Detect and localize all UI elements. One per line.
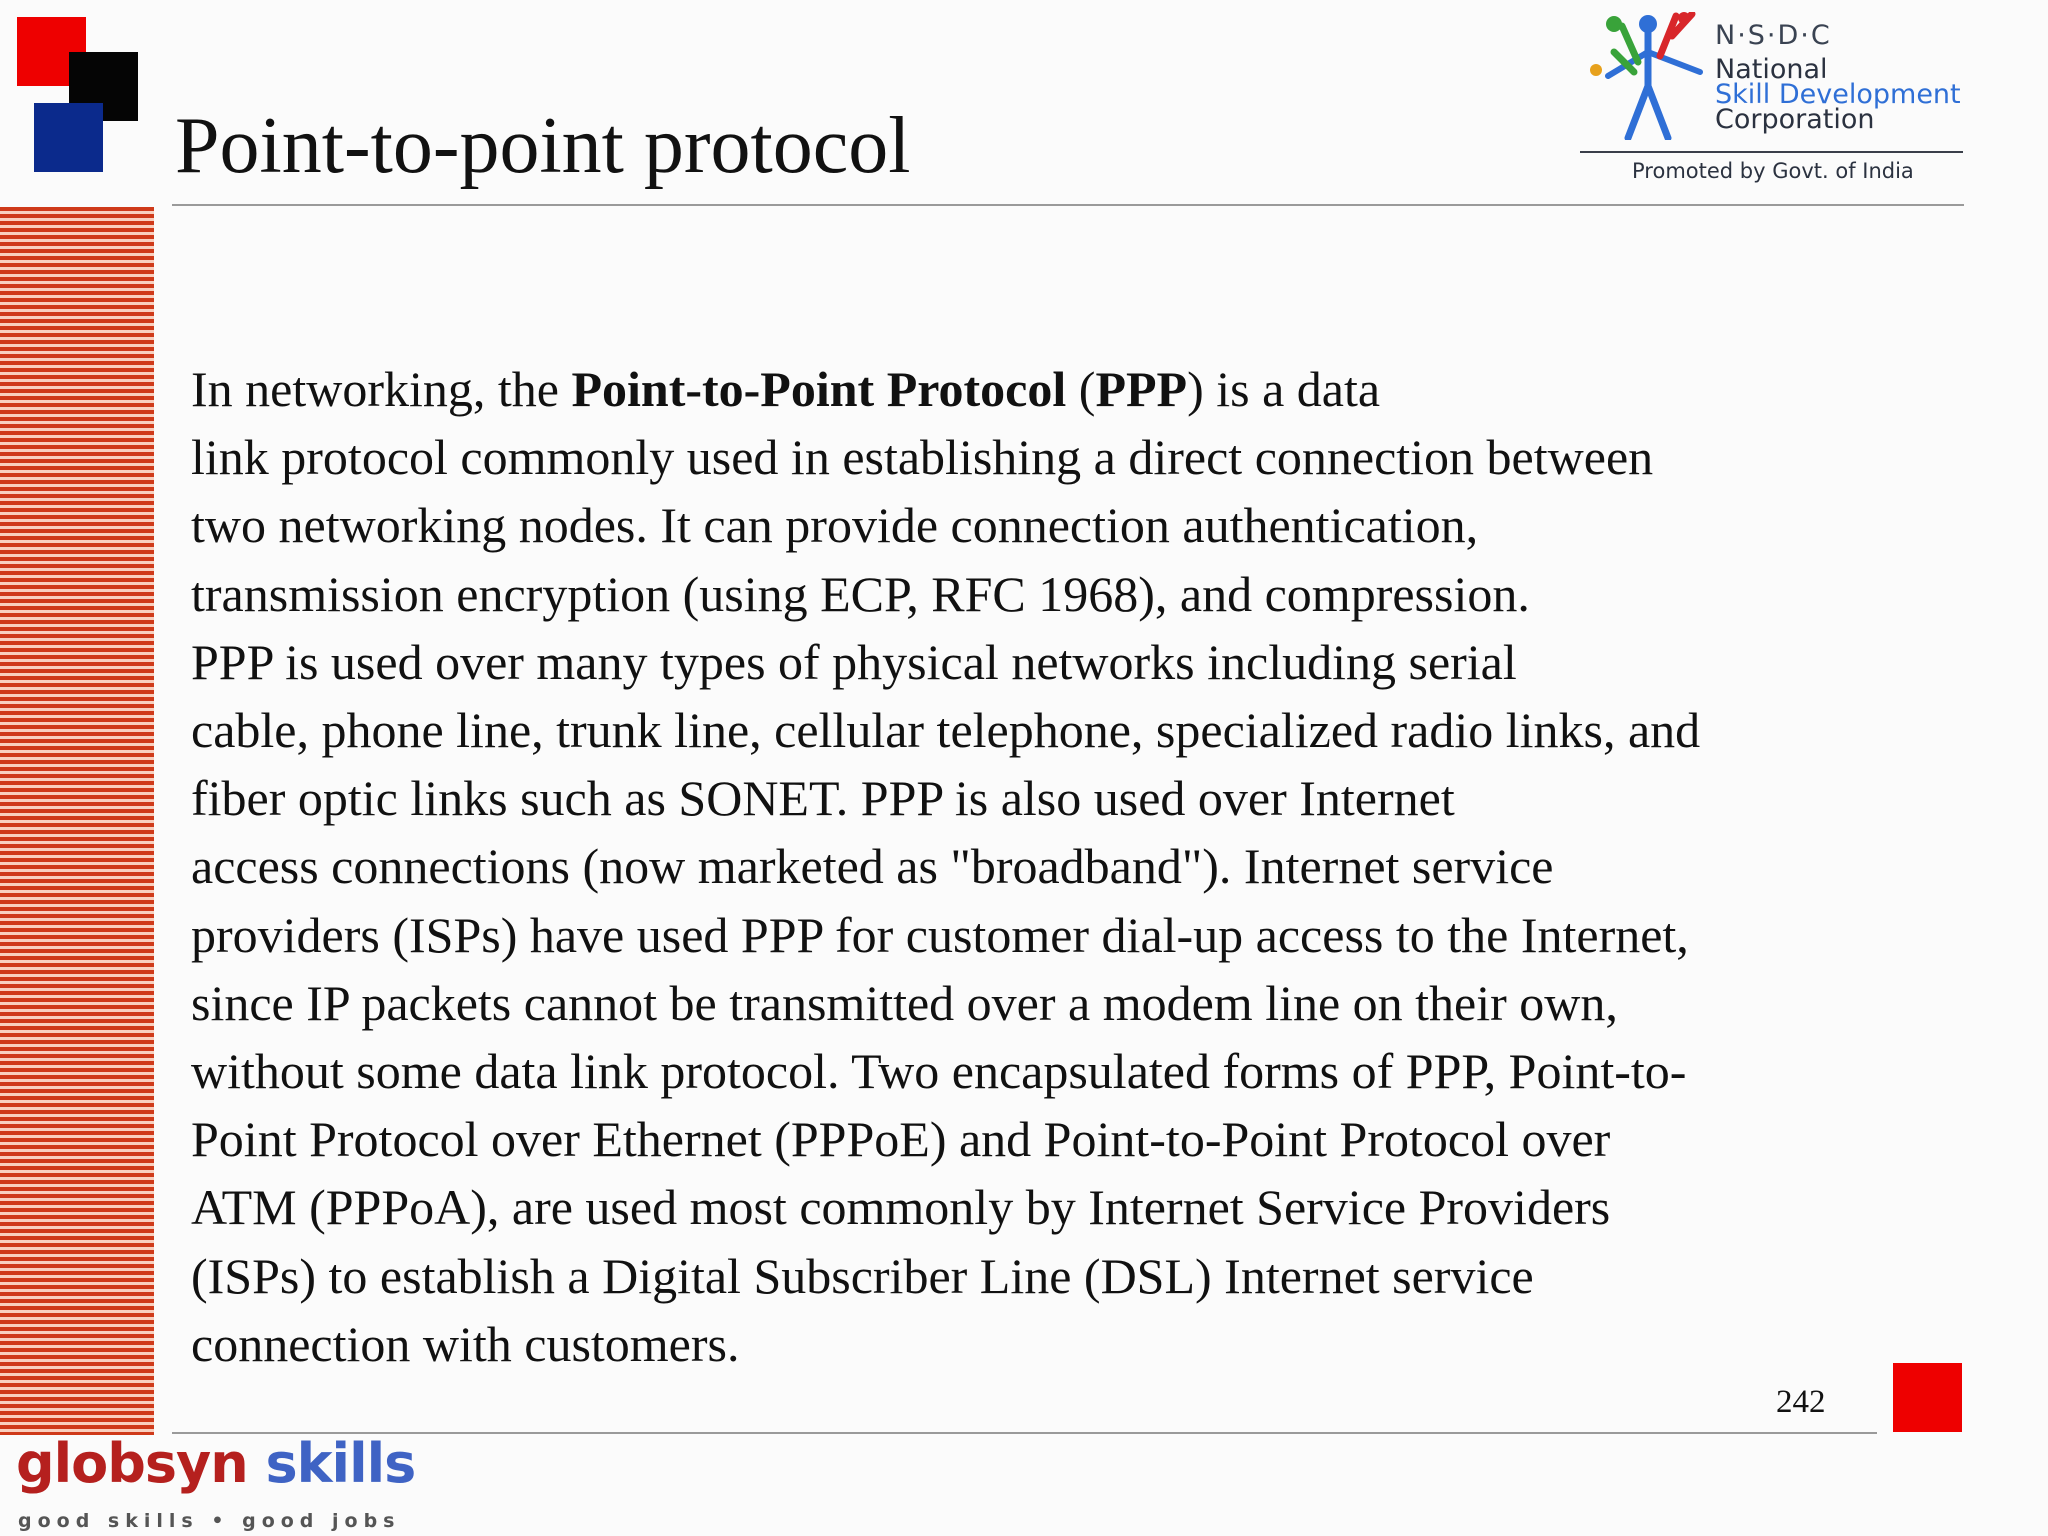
body-line: (ISPs) to establish a Digital Subscriber Line (DSL) Internet service	[191, 1247, 1534, 1304]
title-divider	[172, 204, 1964, 206]
body-line: Point Protocol over Ethernet (PPPoE) and Point-to-Point Protocol over	[191, 1111, 1611, 1168]
body-line: link protocol commonly used in establishing a direct connection between	[191, 429, 1654, 486]
body-line: transmission encryption (using ECP, RFC 1968), and compression.	[191, 565, 1530, 622]
decor-square-blue	[34, 103, 103, 172]
globsyn-logo	[16, 1434, 415, 1493]
body-text-run: In networking, the	[191, 361, 572, 417]
body-line: two networking nodes. It can provide connection authentication,	[191, 497, 1479, 554]
body-line	[191, 355, 1961, 423]
brand-tagline: good skills • good jobs	[18, 1510, 401, 1532]
logo-divider	[1580, 151, 1963, 153]
nsdc-name-line2: Skill Development	[1715, 79, 1961, 110]
nsdc-name-line1: National	[1715, 54, 1828, 85]
brand-name-part1: globsyn	[16, 1432, 248, 1495]
slide-title: Point-to-point protocol	[175, 102, 911, 190]
body-line: without some data link protocol. Two encapsulated forms of PPP, Point-to-	[191, 1043, 1687, 1100]
body-line: since IP packets cannot be transmitted over a modem line on their own,	[191, 974, 1618, 1031]
body-line: connection with customers.	[191, 1315, 740, 1372]
body-line: providers (ISPs) have used PPP for customer dial-up access to the Internet,	[191, 906, 1689, 963]
body-text-run: (	[1066, 361, 1096, 417]
body-bold-term: PPP	[1095, 361, 1188, 417]
body-line: PPP is used over many types of physical networks including serial	[191, 633, 1517, 690]
nsdc-acronym: N·S·D·C	[1715, 20, 1832, 51]
footer-divider	[172, 1432, 1877, 1434]
nsdc-logo	[1580, 12, 1970, 192]
slide-body	[191, 355, 1961, 1378]
body-text-run: ) is a data	[1187, 361, 1381, 417]
body-line: ATM (PPPoA), are used most commonly by Internet Service Providers	[191, 1179, 1611, 1236]
body-bold-term: Point-to-Point Protocol	[571, 361, 1067, 417]
page-number: 242	[1776, 1384, 1826, 1420]
body-line: fiber optic links such as SONET. PPP is also used over Internet	[191, 770, 1455, 827]
nsdc-promoted-text: Promoted by Govt. of India	[1632, 159, 1914, 183]
decor-square-corner	[1893, 1363, 1962, 1432]
nsdc-name-line3: Corporation	[1715, 104, 1875, 135]
body-line: cable, phone line, trunk line, cellular telephone, specialized radio links, and	[191, 702, 1701, 759]
nsdc-figures-icon	[1588, 12, 1708, 140]
body-line: access connections (now marketed as "broadband"). Internet service	[191, 838, 1554, 895]
decor-stripes	[0, 207, 154, 1435]
brand-name-part2: skills	[247, 1432, 416, 1495]
